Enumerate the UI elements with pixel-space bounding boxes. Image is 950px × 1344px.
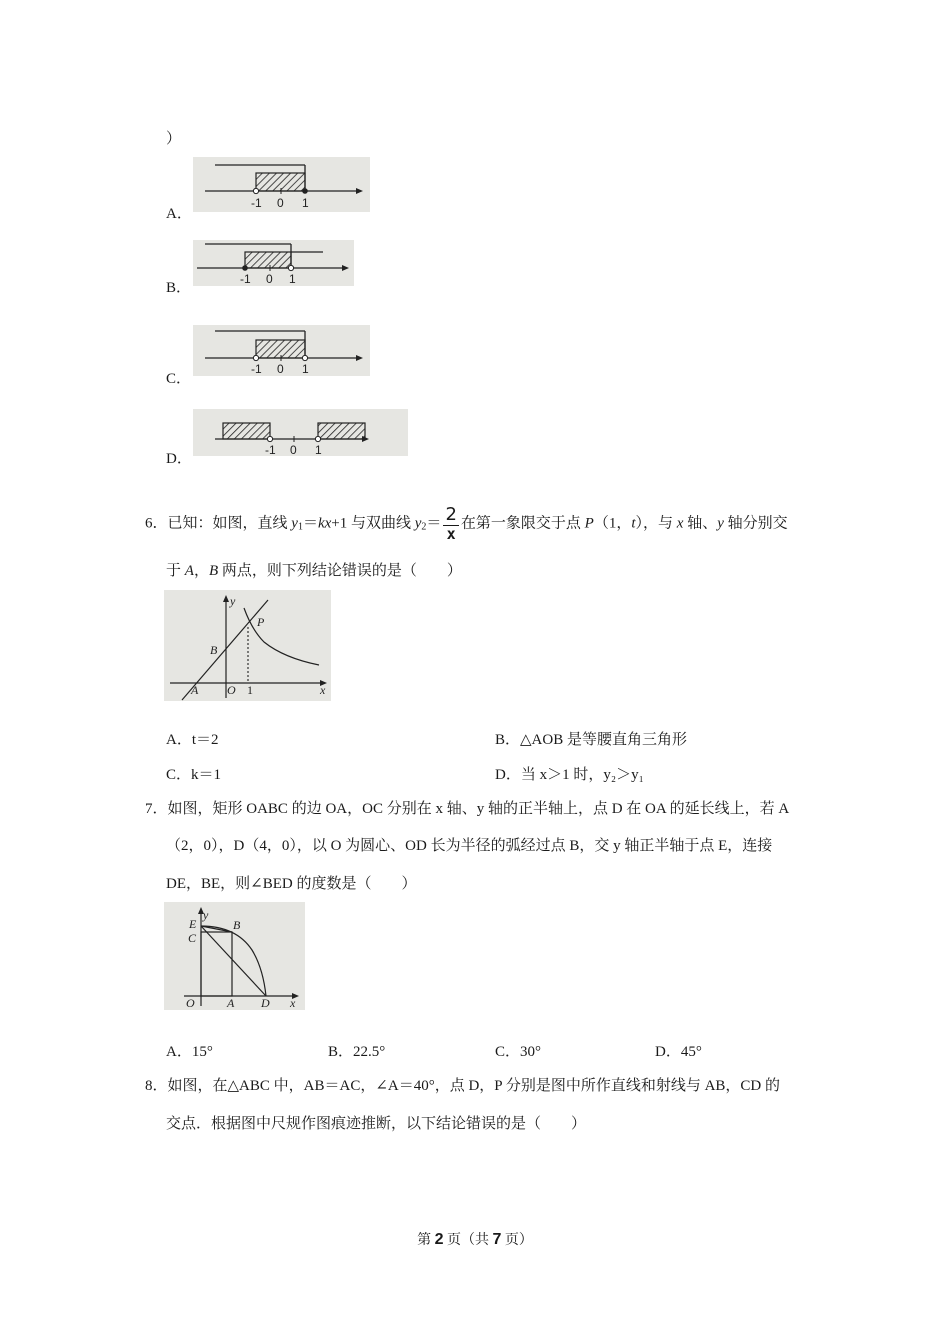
tick-label: -1 (251, 196, 262, 210)
point-label-d: D (261, 996, 270, 1010)
q5-option-c-label: C． (166, 371, 192, 387)
tick-label: 0 (277, 196, 284, 210)
q7-option-d: D．45° (655, 1044, 702, 1060)
q6-option-a: A．t＝2 (166, 732, 219, 748)
q7-figure (164, 902, 305, 1010)
point-label-p: P (257, 615, 265, 629)
origin-label: O (186, 996, 195, 1010)
tick-label: 0 (290, 443, 297, 456)
q7-option-b: B．22.5° (328, 1044, 386, 1060)
axis-label-y: y (230, 594, 236, 608)
q8-stem-line2: 交点．根据图中尺规作图痕迹推断，以下结论错误的是（ ） (166, 1116, 587, 1132)
tick-label: 0 (266, 272, 273, 286)
page-footer: 第 2 页（共 7 页） (417, 1231, 533, 1248)
q5-option-d-numberline (193, 409, 408, 456)
q7-option-c: C．30° (495, 1044, 542, 1060)
q7-option-a: A．15° (166, 1044, 213, 1060)
q6-option-b: B．△AOB 是等腰直角三角形 (495, 732, 687, 748)
axis-label-x: x (290, 996, 296, 1010)
point-label-a: A (227, 996, 235, 1010)
q7-stem-line1: 7．如图，矩形 OABC 的边 OA，OC 分别在 x 轴、y 轴的正半轴上，点 D 在 OA 的延长线上，若 A (145, 801, 790, 817)
point-label-e: E (189, 917, 197, 931)
point-label-b: B (233, 918, 241, 932)
q5-option-a-numberline (193, 157, 370, 212)
axis-label-x: x (320, 683, 326, 697)
q5-stem-tail: ） (166, 131, 182, 147)
q5-option-a-label: A． (166, 206, 192, 222)
q6-option-c: C．k＝1 (166, 767, 222, 783)
tick-label: 1 (302, 362, 309, 376)
axis-label-y: y (203, 908, 209, 922)
tick-label: 1 (315, 443, 322, 456)
q8-stem-line1: 8．如图，在△ABC 中，AB＝AC，∠A＝40°，点 D，P 分别是图中所作直线和射线与 AB，CD 的 (145, 1078, 781, 1094)
point-label-b: B (210, 643, 218, 657)
fraction-2-over-x: $\frac{2}{x}$ (445, 504, 457, 543)
tick-label-1: 1 (247, 683, 253, 697)
q6-stem-line1: 6．已知：如图，直线 $y_1=kx+1$ 与双曲线 $y_2=$ $\frac{2}{x}$ 在第一象限交于点 P（1，t），与 x 轴、y 轴分别交 (145, 504, 788, 543)
tick-label: -1 (240, 272, 251, 286)
page-total: 7 (492, 1231, 502, 1248)
q6-figure (164, 590, 331, 701)
q5-option-b-numberline (193, 240, 354, 286)
q5-option-b-label: B． (166, 280, 192, 296)
q7-stem-line2: （2，0），D（4，0），以 O 为圆心、OD 长为半径的弧经过点 B，交 y 轴正半轴于点 E，连接 (166, 838, 773, 854)
page-number: 2 (434, 1231, 444, 1248)
tick-label: 0 (277, 362, 284, 376)
tick-label: -1 (251, 362, 262, 376)
point-label-c: C (188, 931, 197, 945)
origin-label: O (227, 683, 236, 697)
q5-option-c-numberline (193, 325, 370, 376)
q6-stem-line2: 于 A，B 两点，则下列结论错误的是（ ） (166, 563, 462, 579)
tick-label: -1 (265, 443, 276, 456)
q7-number: 7 (145, 801, 153, 817)
q7-stem-line3: DE，BE，则∠BED 的度数是（ ） (166, 876, 417, 892)
q5-option-d-label: D． (166, 451, 192, 467)
q6-number: 6 (145, 515, 153, 532)
tick-label: 1 (302, 196, 309, 210)
tick-label: 1 (289, 272, 296, 286)
q8-number: 8 (145, 1078, 153, 1094)
point-label-a: A (191, 683, 199, 697)
q6-option-d: D．当 x＞1 时，y₂＞y₁ (495, 767, 644, 783)
